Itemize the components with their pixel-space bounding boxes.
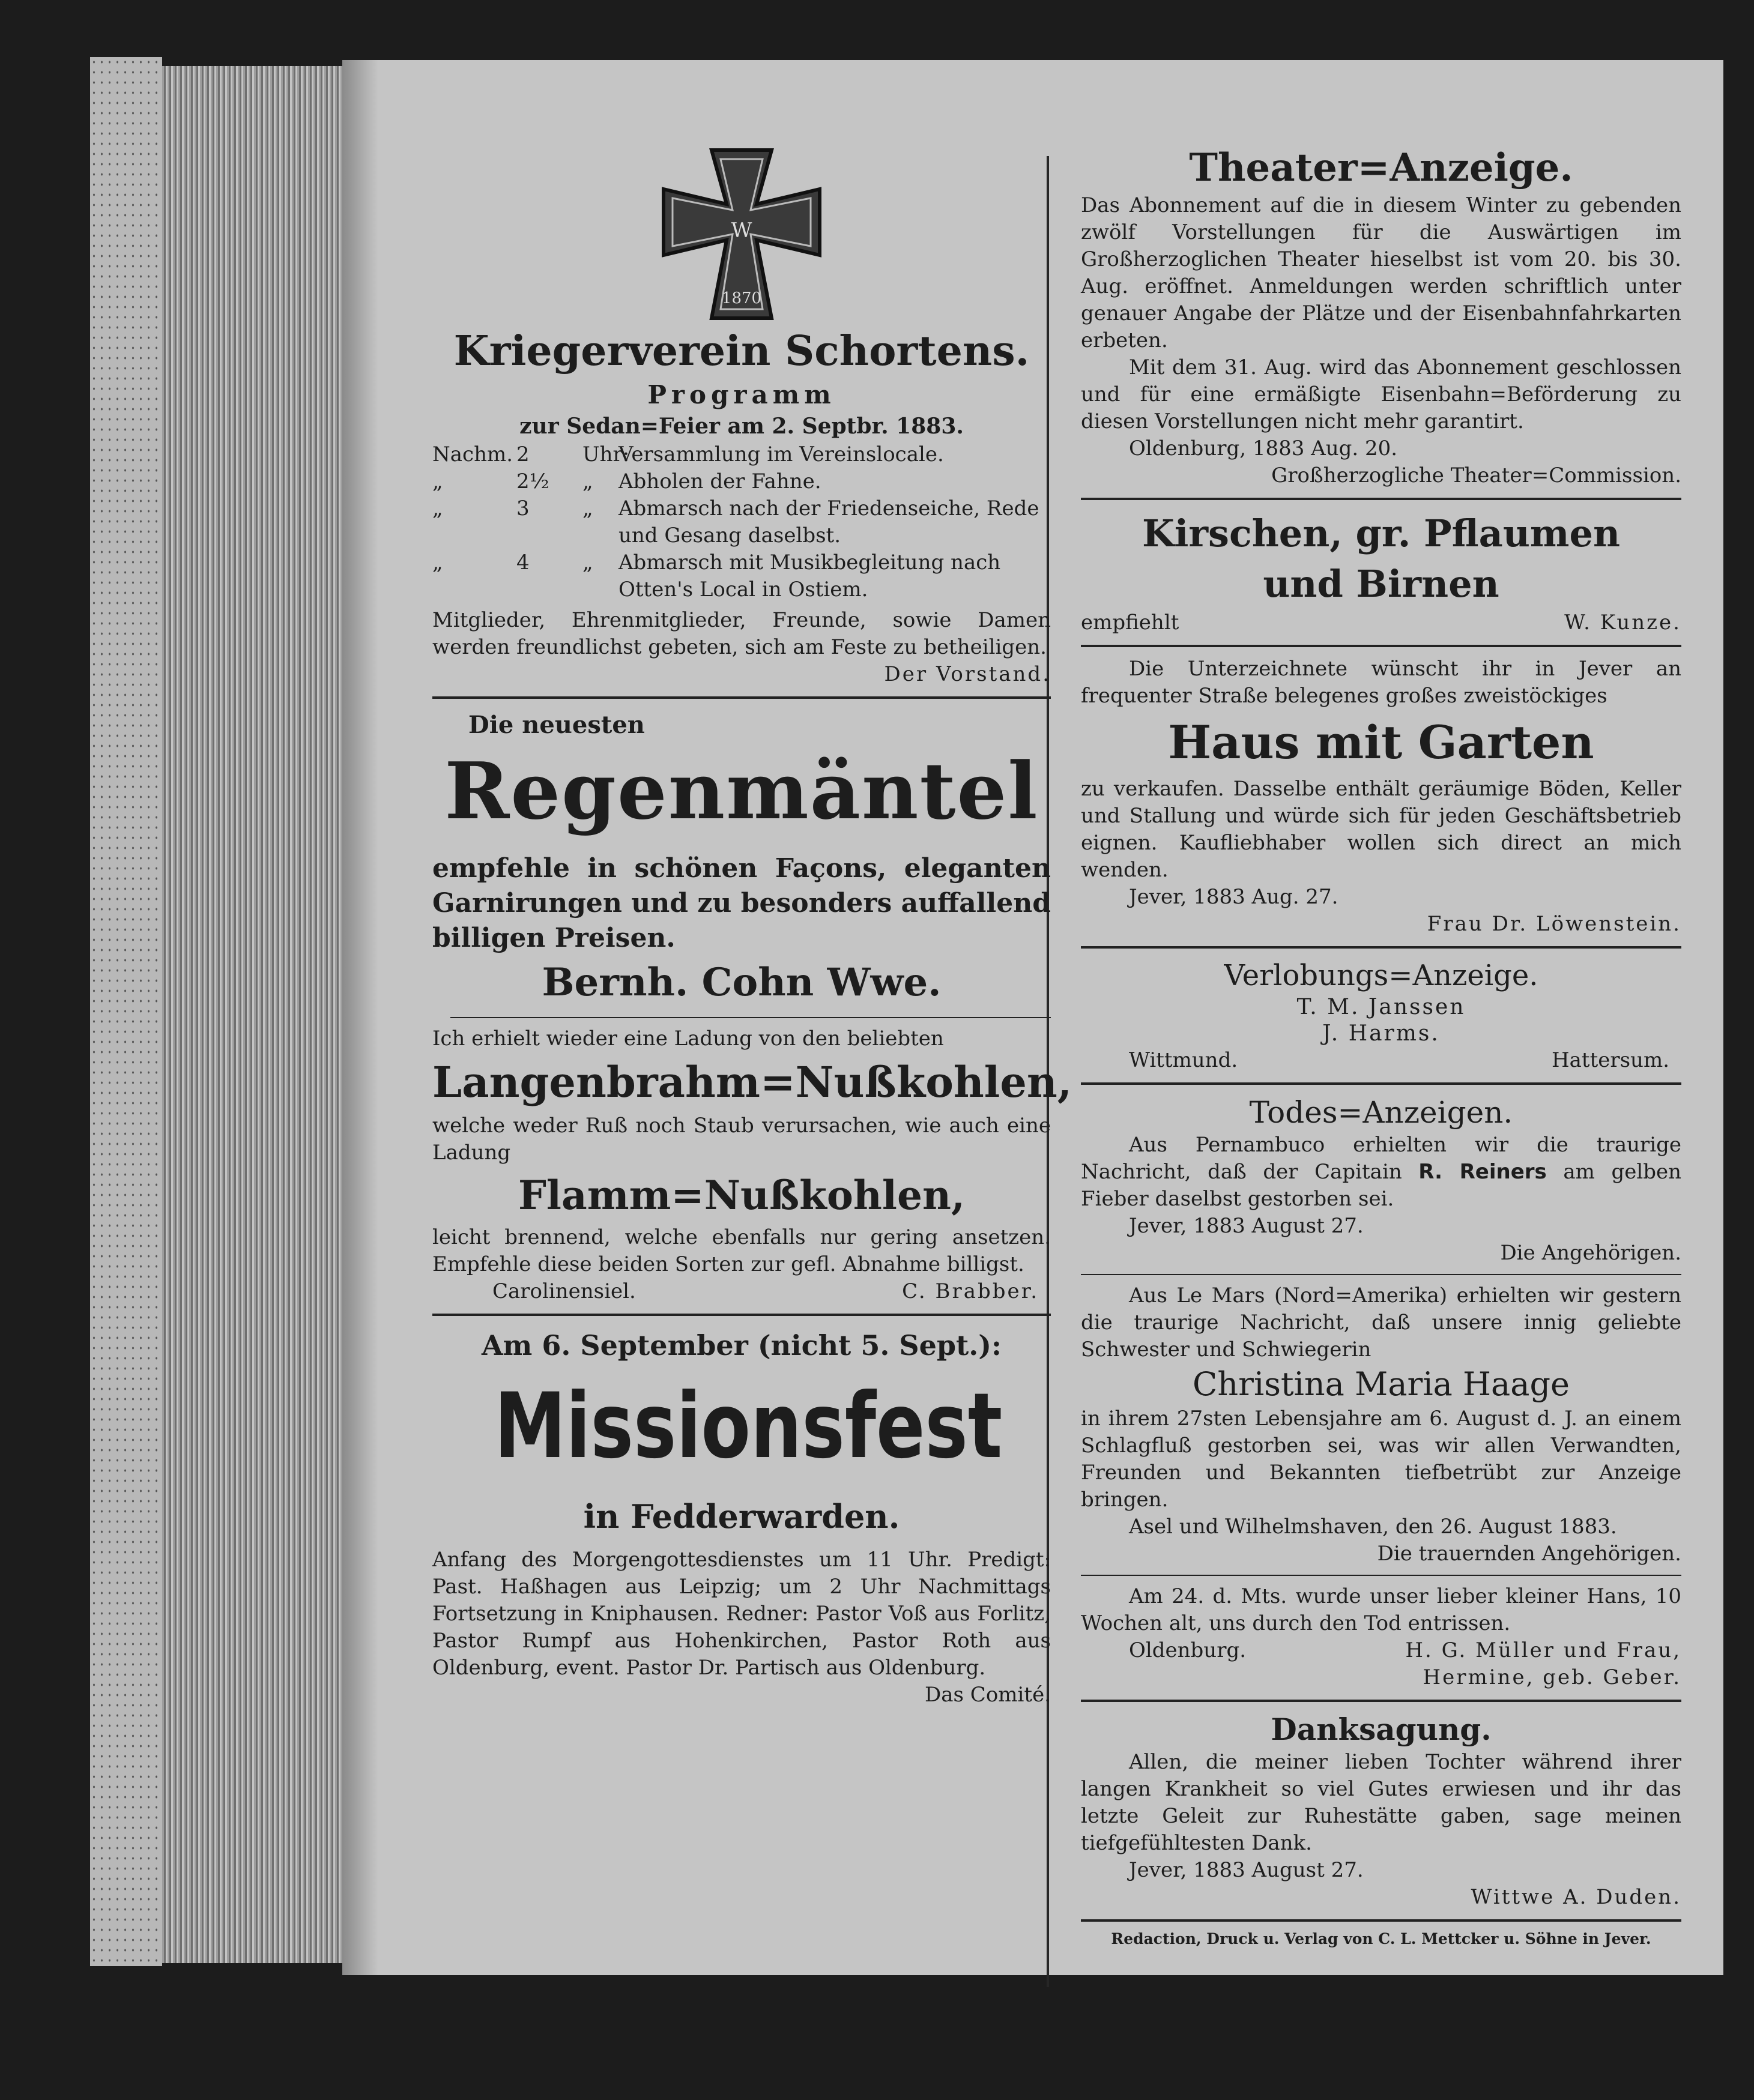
kirschen-signature: W. Kunze. (1564, 611, 1681, 635)
program-unit: „ (582, 551, 593, 575)
program-hour: 2 (516, 442, 530, 466)
verlobung-title: Verlobungs=Anzeige. (1224, 959, 1538, 992)
haus-intro: Die Unterzeichnete wünscht ihr in Jever an frequenter Straße belegenes großes zweistöckiges (1081, 657, 1681, 708)
theater-signature: Großherzogliche Theater=Commission. (1271, 463, 1681, 487)
program-hour: 4 (516, 551, 530, 575)
haus-ad (1081, 656, 1681, 938)
kohlen-title-2: Flamm=Nußkohlen, (518, 1172, 965, 1219)
program-list (432, 441, 1051, 603)
danksagung-ad (1081, 1710, 1681, 1911)
mission-date-line: Am 6. September (nicht 5. Sept.): (481, 1329, 1002, 1362)
kirschen-title-1: Kirschen, gr. Pflaumen (1142, 511, 1621, 555)
kirschen-title-2: und Birnen (1263, 562, 1499, 606)
divider (1081, 498, 1681, 500)
verlobung-place-1: Wittmund. (1129, 1048, 1238, 1072)
kirschen-left: empfiehlt (1081, 611, 1179, 635)
mission-title: Missionsfest (494, 1374, 1003, 1479)
program-heading: Programm (647, 380, 836, 409)
mission-body: Anfang des Morgengottesdienstes um 11 Uhr. Predigt: Past. Haßhagen aus Leipzig; um 2 Uhr Nachmittags Fortsetzung in Kniphausen. Redner: Pastor Voß aus Forlitz, Pastor Rumpf aus Hohenkirchen, Pastor Roth aus Oldenburg, event. Pastor Dr. Partisch aus Oldenburg. (432, 1548, 1051, 1680)
program-hour: 3 (516, 496, 530, 520)
theater-body-1: Das Abonnement auf die in diesem Winter zu gebenden zwölf Vorstellungen für die Auswärtigen im Großherzoglichen Theater hieselbst ist vom 20. bis 30. Aug. eröffnet. Anmeldungen werden schriftlich unter genauer Angabe der Plätze und der Eisenbahnfahrkarten erbeten. (1081, 193, 1681, 352)
kriegerverein-ad (432, 144, 1051, 688)
todes-body-2: Aus Le Mars (Nord=Amerika) erhielten wir gestern die traurige Nachricht, daß unsere innig geliebte Schwester und Schwiegerin (1081, 1284, 1681, 1362)
program-unit: „ (582, 496, 593, 520)
todes-date-1: Jever, 1883 August 27. (1129, 1214, 1364, 1238)
book-binding (90, 57, 162, 1966)
dank-date: Jever, 1883 August 27. (1129, 1858, 1364, 1882)
kriegerverein-body: Mitglieder, Ehrenmitglieder, Freunde, sowie Damen werden freundlichst gebeten, sich am Feste zu betheiligen. (432, 608, 1051, 659)
todes-body-1 (1081, 1132, 1681, 1213)
right-column (1081, 144, 1681, 1948)
kohlen-place: Carolinensiel. (492, 1279, 636, 1303)
dank-signature: Wittwe A. Duden. (1471, 1885, 1681, 1909)
divider (1081, 1919, 1681, 1922)
mission-place: in Fedderwarden. (583, 1497, 900, 1536)
todes-body-1-pre: Aus Pernambuco erhielten wir die traurige Nachricht, daß der Capitain (1081, 1133, 1681, 1184)
verlobung-ad (1081, 957, 1681, 1074)
dank-body: Allen, die meiner lieben Tochter während ihrer langen Krankheit so viel Gutes erwiesen und ihr das letzte Geleit zur Ruhestätte gaben, sage meinen tiefgefühltesten Dank. (1081, 1750, 1681, 1855)
divider (450, 1017, 1051, 1018)
kohlen-intro: Ich erhielt wieder eine Ladung von den beliebten (432, 1027, 944, 1051)
regenmaentel-ad (432, 707, 1051, 1010)
verlobung-name-2: J. Harms. (1322, 1021, 1440, 1046)
todes-signature-1: Die Angehörigen. (1500, 1241, 1681, 1265)
regen-title: Regenmäntel (444, 745, 1039, 837)
iron-cross-icon (658, 144, 826, 324)
divider (432, 696, 1051, 699)
program-date: zur Sedan=Feier am 2. Septbr. 1883. (519, 414, 964, 439)
theater-sign-row (1081, 462, 1681, 489)
divider (1081, 1082, 1681, 1085)
page-edges (162, 66, 342, 1963)
divider (1081, 1575, 1681, 1576)
kohlen-mid: welche weder Ruß noch Staub verursachen, wie auch eine Ladung (432, 1114, 1051, 1165)
left-column (432, 144, 1072, 1709)
program-hour: 2½ (516, 469, 549, 493)
todes-signature-3b: Hermine, geb. Geber. (1423, 1665, 1681, 1689)
kriegerverein-signature: Der Vorstand. (884, 662, 1051, 686)
todes-body-2b: in ihrem 27sten Lebensjahre am 6. August d. J. an einem Schlagfluß gestorben sei, was wir allen Verwandten, Freunden und Bekannten tiefbetrübt zur Anzeige bringen. (1081, 1407, 1681, 1512)
kirschen-sign-row (1081, 609, 1681, 636)
haus-title: Haus mit Garten (1168, 716, 1594, 769)
todes-date-2: Asel und Wilhelmshaven, den 26. August 1883. (1129, 1515, 1617, 1539)
program-item: Abmarsch nach der Friedenseiche, Rede und Gesang daselbst. (618, 496, 1039, 548)
program-unit: „ (582, 469, 593, 493)
todes-sign-row-3b (1081, 1664, 1681, 1691)
todes-sign-row-1 (1081, 1240, 1681, 1267)
theater-ad (1081, 144, 1681, 489)
haus-signature: Frau Dr. Löwenstein. (1427, 912, 1681, 936)
kohlen-signature: C. Brabber. (902, 1279, 1039, 1303)
kohlen-sign-row (432, 1278, 1051, 1305)
todes-sign-row-2 (1081, 1540, 1681, 1567)
todes-title: Todes=Anzeigen. (1249, 1095, 1513, 1130)
divider (1081, 1274, 1681, 1275)
cross-year: 1870 (721, 289, 762, 307)
haus-body: zu verkaufen. Dasselbe enthält geräumige Böden, Keller und Stallung und würde sich für jeden Geschäftsbetrieb eignen. Kaufliebhaber wollen sich direct an mich wenden. (1081, 777, 1681, 882)
imprint-footer: Redaction, Druck u. Verlag von C. L. Mettcker u. Söhne in Jever. (1111, 1930, 1651, 1948)
page-gutter-shadow (342, 60, 378, 1975)
theater-date: Oldenburg, 1883 Aug. 20. (1129, 436, 1398, 460)
kriegerverein-title: Kriegerverein Schortens. (453, 327, 1030, 375)
newspaper-page (342, 60, 1723, 1975)
nusskohlen-ad (432, 1025, 1072, 1305)
regen-sender: Bernh. Cohn Wwe. (542, 960, 942, 1005)
kohlen-body: leicht brennend, welche ebenfalls nur gering ansetzen. Empfehle diese beiden Sorten zur gefl. Abnahme billigst. (432, 1225, 1051, 1276)
regen-pre: Die neuesten (468, 711, 645, 739)
todes-place-3: Oldenburg. (1129, 1638, 1247, 1662)
program-item: Abmarsch mit Musikbegleitung nach Otten's Local in Ostiem. (618, 551, 1001, 602)
todes-signature-3a: H. G. Müller und Frau, (1405, 1638, 1681, 1662)
mission-signature: Das Comité. (925, 1683, 1051, 1707)
theater-body-2: Mit dem 31. Aug. wird das Abonnement geschlossen und für eine ermäßigte Eisenbahn=Beförderung zu diesen Vorstellungen nicht mehr garantirt. (1081, 355, 1681, 433)
program-time-label: „ (432, 496, 443, 520)
haus-date: Jever, 1883 Aug. 27. (1129, 885, 1338, 909)
verlobung-name-1: T. M. Janssen (1296, 995, 1466, 1019)
divider (1081, 1700, 1681, 1702)
kohlen-title-1: Langenbrahm=Nußkohlen, (432, 1057, 1072, 1107)
program-time-label: Nachm. (432, 442, 513, 466)
verlobung-places (1081, 1047, 1681, 1074)
missionsfest-ad (432, 1324, 1051, 1709)
todes-ad (1081, 1093, 1681, 1691)
todes-sign-row-3 (1081, 1637, 1681, 1664)
mission-sign-row (432, 1682, 1051, 1709)
todes-name-2: Christina Maria Haage (1193, 1365, 1570, 1403)
program-item: Versammlung im Vereinslocale. (618, 442, 944, 466)
divider (432, 1314, 1051, 1316)
kirschen-ad (1081, 508, 1681, 636)
divider (1081, 946, 1681, 949)
theater-title: Theater=Anzeige. (1189, 145, 1573, 190)
program-time-label: „ (432, 469, 443, 493)
program-item: Abholen der Fahne. (618, 469, 821, 493)
divider (1081, 645, 1681, 647)
verlobung-place-2: Hattersum. (1551, 1048, 1669, 1072)
program-time-label: „ (432, 551, 443, 575)
todes-body-1-post: am gelben Fieber daselbst gestorben sei. (1081, 1160, 1681, 1211)
todes-signature-2: Die trauernden Angehörigen. (1377, 1542, 1681, 1566)
dank-title: Danksagung. (1271, 1712, 1492, 1747)
program-unit: Uhr: (582, 442, 630, 466)
todes-captain-name: R. Reiners (1418, 1160, 1547, 1184)
cross-letter: W (731, 219, 752, 243)
todes-body-3: Am 24. d. Mts. wurde unser lieber kleiner Hans, 10 Wochen alt, uns durch den Tod entrissen. (1081, 1584, 1681, 1635)
haus-sign-row (1081, 911, 1681, 938)
regen-body: empfehle in schönen Façons, eleganten Garnirungen und zu besonders auffallend billigen Preisen. (432, 853, 1051, 953)
dank-sign-row (1081, 1884, 1681, 1911)
kriegerverein-sign-row (432, 661, 1051, 688)
